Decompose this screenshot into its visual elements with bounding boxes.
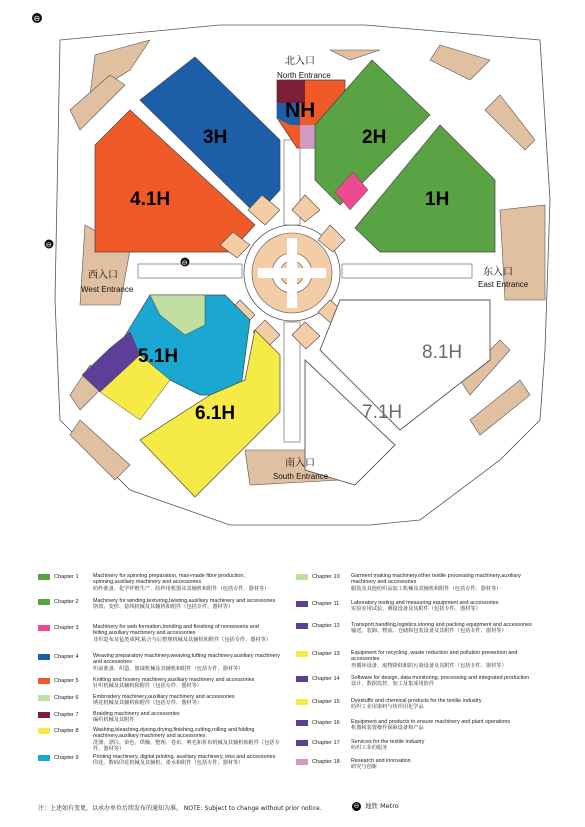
legend-swatch <box>38 599 50 605</box>
legend-swatch <box>38 695 50 701</box>
legend-description <box>351 650 541 669</box>
legend-description-en: Machinery for winding,texturing,twisting,auxiliary machinery and accessories <box>93 598 276 604</box>
legend-chapter-label: Chapter 14 <box>312 676 340 682</box>
legend-description-en: Research and innovation <box>351 758 411 764</box>
legend-description <box>93 598 283 611</box>
legend-description-cn: 针织机械及其辅机和附件（包括专件、器材等） <box>93 683 202 690</box>
legend-chapter-label: Chapter 2 <box>54 599 79 605</box>
metro-key <box>352 801 399 811</box>
north-entrance-cn: 北入口 <box>285 56 315 67</box>
hall-label-5-1h: 5.1H <box>138 346 179 367</box>
legend-swatch <box>38 654 50 660</box>
legend-description-cn: 纺纱准备、化学纤维生产、纺纱用机器及其辅机和附件（包括专件、器材等） <box>93 585 270 592</box>
legend-chapter-label: Chapter 18 <box>312 759 340 765</box>
legend-description <box>93 624 283 643</box>
legend-swatch <box>296 623 308 629</box>
south-entrance-cn: 南入口 <box>285 458 315 469</box>
legend-description-cn: 机器和装置操作保障设备和产品 <box>351 725 424 732</box>
legend-swatch <box>38 755 50 761</box>
legend-description-cn: 纺织工业用染料与纺织用化学品 <box>351 704 424 711</box>
legend-description-cn: 织前准备、织造、簇绒机械及其辅机和附件（包括专件、器材等） <box>93 665 244 672</box>
legend-swatch <box>296 740 308 746</box>
hall-label-4-1h: 4.1H <box>130 189 171 210</box>
legend-swatch <box>38 678 50 684</box>
legend-description <box>351 758 541 771</box>
disclaimer-note: 注：上述如有变更，以承办单位后续发布的通知为准。 NOTE: Subject to change without prior notice. <box>38 805 322 812</box>
legend-description-en: Software for design, data monitoring, processing and integrated production <box>351 675 530 681</box>
legend-description-cn: 服装及其他纺织品加工机械及其辅机和附件（包括专件、器材等） <box>351 585 502 592</box>
legend-description-en: Printing machinery, digital printing, auxiliary machinery, inks and accessories <box>93 754 276 760</box>
legend-swatch <box>38 574 50 580</box>
svg-text:⊖: ⊖ <box>181 260 188 267</box>
legend-chapter-label: Chapter 15 <box>312 699 340 705</box>
hall-label-2h: 2H <box>362 127 387 148</box>
legend-description-cn: 研究与创新 <box>351 764 377 771</box>
legend-chapter-label: Chapter 12 <box>312 623 340 629</box>
legend-description-en: Embroidery machinery,auxiliary machinery and accessories <box>93 694 235 700</box>
legend-description-cn: 设计、数据监控、加工及集成用软件 <box>351 681 435 688</box>
legend-description <box>93 727 283 752</box>
south-entrance-en: South Entrance <box>273 472 329 481</box>
metro-marker-nw <box>32 13 42 23</box>
legend-swatch <box>296 720 308 726</box>
legend-description <box>351 675 541 688</box>
north-entrance-en: North Entrance <box>277 71 331 80</box>
legend-description <box>93 677 283 690</box>
legend-description-cn: 洗涤、漂白、染色、烘燥、整理、卷布、剪毛和折布机械及其辅机和附件（包括专件、器材等） <box>93 739 280 752</box>
hall-label-1h: 1H <box>425 189 450 210</box>
legend-description <box>93 573 283 592</box>
legend-description <box>93 754 283 767</box>
legend-description-en: Garment making machinery,other textile processing machinery,auxiliary machinery and accessories <box>351 573 521 586</box>
legend-swatch <box>38 712 50 718</box>
legend-swatch <box>296 651 308 657</box>
legend-description <box>351 698 541 711</box>
legend-description-cn: 编织机械及其附件 <box>93 717 135 724</box>
legend-chapter-label: Chapter 16 <box>312 720 340 726</box>
legend-chapter-label: Chapter 11 <box>312 601 340 607</box>
legend-description <box>351 622 541 635</box>
metro-icon: ⊖ <box>353 801 360 810</box>
legend-chapter-label: Chapter 17 <box>312 740 340 746</box>
legend-description-cn: 输送、装卸、物流、仓储和包装设备及其附件（包括专件、器材等） <box>351 628 507 635</box>
west-entrance-cn: 西入口 <box>88 270 118 281</box>
legend-description-cn: 非织造布及毡类成网,粘合与后整理机械及其辅机和附件（包括专件、器材等） <box>93 636 272 643</box>
legend-description-cn: 印花、数码印花机械及其辅机、墨水和附件（包括专件、器材等） <box>93 760 244 767</box>
legend-description-en: Knitting and hosiery machinery,auxiliary machinery and accessories <box>93 677 255 683</box>
legend-swatch <box>38 625 50 631</box>
legend-description <box>351 739 541 752</box>
legend-description-cn: 络筒、变形、捻线机械及其辅机和附件（包括专件、器材等） <box>93 604 234 611</box>
hall-label-6-1h: 6.1H <box>195 403 236 424</box>
legend-chapter-label: Chapter 7 <box>54 712 79 718</box>
hall-label-3h: 3H <box>203 127 228 148</box>
metro-key-label: 地铁 Metro <box>365 802 399 810</box>
legend-description-cn: 再循环设备、废物降低和防污染设备及其附件（包括专件、器材等） <box>351 662 507 669</box>
legend-description-en: Machinery for spinning preparation, man-made fibre production, spinning,auxiliary machinery and accessories <box>93 573 245 586</box>
legend-chapter-label: Chapter 4 <box>54 654 79 660</box>
legend-description <box>93 694 283 707</box>
metro-marker-w <box>45 240 54 250</box>
legend-description-en: Machinery for web formation,bonding and finishing of nonwovens and felting,auxiliary machinery and accessories <box>93 624 259 637</box>
svg-text:⊖: ⊖ <box>45 242 52 249</box>
hall-label-7-1h: 7.1H <box>362 402 403 423</box>
legend-chapter-label: Chapter 1 <box>54 574 79 580</box>
legend-description-en: Services for the textile industry <box>351 739 425 745</box>
legend-description <box>93 653 283 672</box>
legend-chapter-label: Chapter 10 <box>312 574 340 580</box>
hall-label-nh: NH <box>285 99 316 122</box>
west-entrance-en: West Entrance <box>81 285 134 294</box>
legend-description <box>351 573 541 592</box>
legend-description-en: Washing,bleaching,dyeing,drying,finishing,cutting,rolling and folding machinery,auxiliary machinery and accessories <box>93 727 255 740</box>
east-entrance-cn: 东入口 <box>483 267 513 278</box>
legend-chapter-label: Chapter 5 <box>54 678 79 684</box>
hall-label-8-1h: 8.1H <box>422 342 463 363</box>
legend-description <box>93 711 283 724</box>
legend-description-en: Dyestuffs and chemical products for the textile industry <box>351 698 482 704</box>
legend-chapter-label: Chapter 9 <box>54 755 79 761</box>
svg-text:⊖: ⊖ <box>33 14 41 23</box>
legend-chapter-label: Chapter 8 <box>54 728 79 734</box>
legend-description-en: Weaving preparatory machinery,weaving,tufting machinery,auxiliary machinery and accessories <box>93 653 280 666</box>
legend-description-en: Braiding machinery and accessories <box>93 711 180 717</box>
legend-description-cn: 实验室用试验、测量设备及其附件（包括专件、器材等） <box>351 606 481 613</box>
legend-description-cn: 绣花机械及其辅机和附件（包括专件、器材等） <box>93 700 202 707</box>
legend-chapter-label: Chapter 3 <box>54 625 79 631</box>
legend-description-en: Equipment and products to ensure machinery and plant operations <box>351 719 511 725</box>
legend-description <box>351 600 541 613</box>
legend-chapter-label: Chapter 6 <box>54 695 79 701</box>
legend-swatch <box>296 759 308 765</box>
legend-chapter-label: Chapter 13 <box>312 651 340 657</box>
legend-swatch <box>296 699 308 705</box>
legend-swatch <box>296 676 308 682</box>
legend-description <box>351 719 541 732</box>
legend-description-en: Transport,handling,logistics,storing and packing equipment and accessories <box>351 622 532 628</box>
legend-swatch <box>38 728 50 734</box>
legend-description-cn: 纺织工业的服务 <box>351 745 388 752</box>
legend-swatch <box>296 574 308 580</box>
legend <box>0 573 585 803</box>
legend-description-en: Equipment for recycling, waste reduction and pollution prevention and accessories <box>351 650 518 663</box>
legend-description-en: Laboratory testing and measuring equipment and accessories <box>351 600 499 606</box>
legend-swatch <box>296 601 308 607</box>
east-entrance-en: East Entrance <box>478 280 529 289</box>
